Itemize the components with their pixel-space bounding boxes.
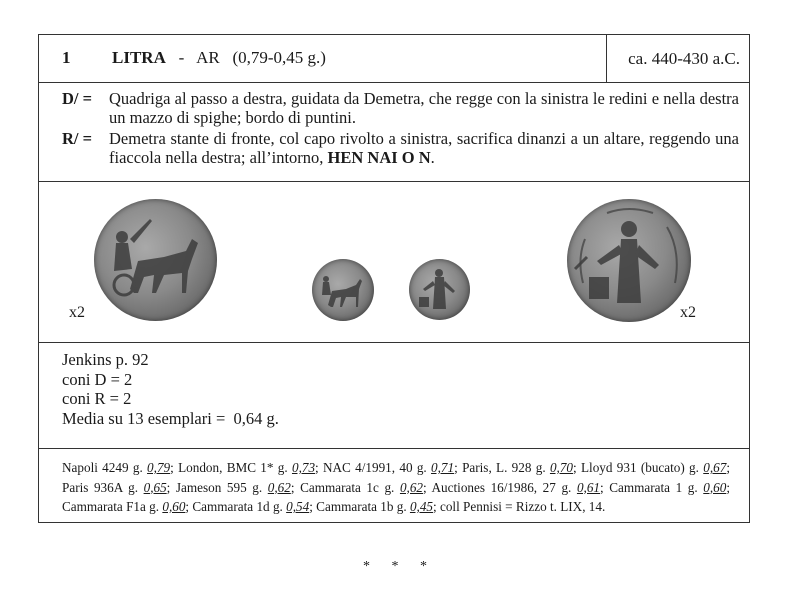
date-cell [606,35,750,82]
coin-images-section [39,182,749,342]
specimen-weight: 0,67 [703,460,727,475]
reverse-text-end: . [430,148,435,167]
specimen-entry: Napoli 4249 g. [62,460,148,475]
coin-catalog-card [38,34,750,523]
entry-number: 1 [62,48,71,67]
specimen-entry: ; Cammarata 1c g. [290,479,400,495]
reverse-enlarged-image [567,199,691,322]
reference-jenkins: Jenkins p. 92 [62,350,149,369]
obverse-actual-image [312,259,374,321]
reverse-actual-image [409,259,470,320]
specimen-entry: ; Lloyd 931 (bucato) g. [573,460,704,475]
specimen-weight: 0,61 [576,479,601,495]
specimens-list-section [39,449,749,524]
specimen-entry: ; Auctiones 16/1986, 27 g. [423,479,577,495]
specimens-list [62,458,730,517]
obverse-label: D/ = [62,89,93,108]
denomination: LITRA [112,48,166,67]
specimen-weight: 0,45 [409,499,434,514]
left-scale-label: x2 [69,304,85,321]
entry-denomination-line [112,48,326,68]
specimen-weight: 0,65 [143,479,167,495]
specimen-entry: ; Paris 936A g. [62,460,730,495]
section-separator: * * * [363,559,436,574]
obverse-text: Quadriga al passo a destra, guidata da Demetra, che regge con la sinistra le redini e nella destra un mazzo di spighe; bordo di puntini. [109,89,739,127]
reverse-legend: HEN NAI O N [327,148,431,167]
metal-weight: AR (0,79-0,45 g.) [196,48,326,67]
quadriga-figure [94,199,217,321]
description-section [39,83,749,181]
specimen-weight: 0,73 [291,460,316,475]
specimen-weight: 0,62 [399,479,424,495]
entry-header [39,35,749,82]
reverse-label: R/ = [62,129,93,148]
specimen-weight: 0,79 [147,460,171,475]
specimen-entry: ; Paris, L. 928 g. [454,460,550,475]
separator: - [178,48,185,67]
reference-dies-obverse: coni D = 2 [62,369,133,389]
specimen-entry: ; London, BMC 1* g. [170,460,292,475]
obverse-enlarged-image [94,199,217,321]
specimen-weight: 0,70 [549,460,574,475]
specimen-entry: ; Cammarata F1a g. [62,479,731,514]
reference-dies-reverse: coni R = 2 [62,389,132,408]
specimen-weight: 0,60 [703,479,727,495]
specimen-weight: 0,54 [286,499,310,514]
right-scale-label: x2 [680,304,696,321]
specimen-entry: ; NAC 4/1991, 40 g. [315,460,432,475]
specimen-weight: 0,60 [162,499,186,514]
demeter-figure-small [409,259,470,320]
specimen-entry: ; Cammarata 1 g. [600,479,704,495]
reverse-text-main: Demetra stante di fronte, col capo rivolto a sinistra, sacrifica dinanzi a un altare, reggendo una fiaccola nella destra; all’intorno, [109,129,739,167]
specimen-weight: 0,71 [431,460,455,475]
specimen-entry: ; Cammarata 1b g. [309,499,410,514]
quadriga-figure-small [312,259,374,321]
reference-average-weight: Media su 13 esemplari = 0,64 g. [62,408,279,428]
specimen-weight: 0,62 [267,479,291,495]
references-section [39,343,749,448]
entry-date: ca. 440-430 a.C. [628,49,740,68]
specimen-entry: ; Cammarata 1d g. [185,499,287,514]
specimen-entry: ; Jameson 595 g. [166,479,268,495]
demeter-figure [567,199,691,322]
specimen-entry: ; coll Pennisi = Rizzo t. LIX, 14. [433,499,606,514]
reverse-text [109,129,739,167]
